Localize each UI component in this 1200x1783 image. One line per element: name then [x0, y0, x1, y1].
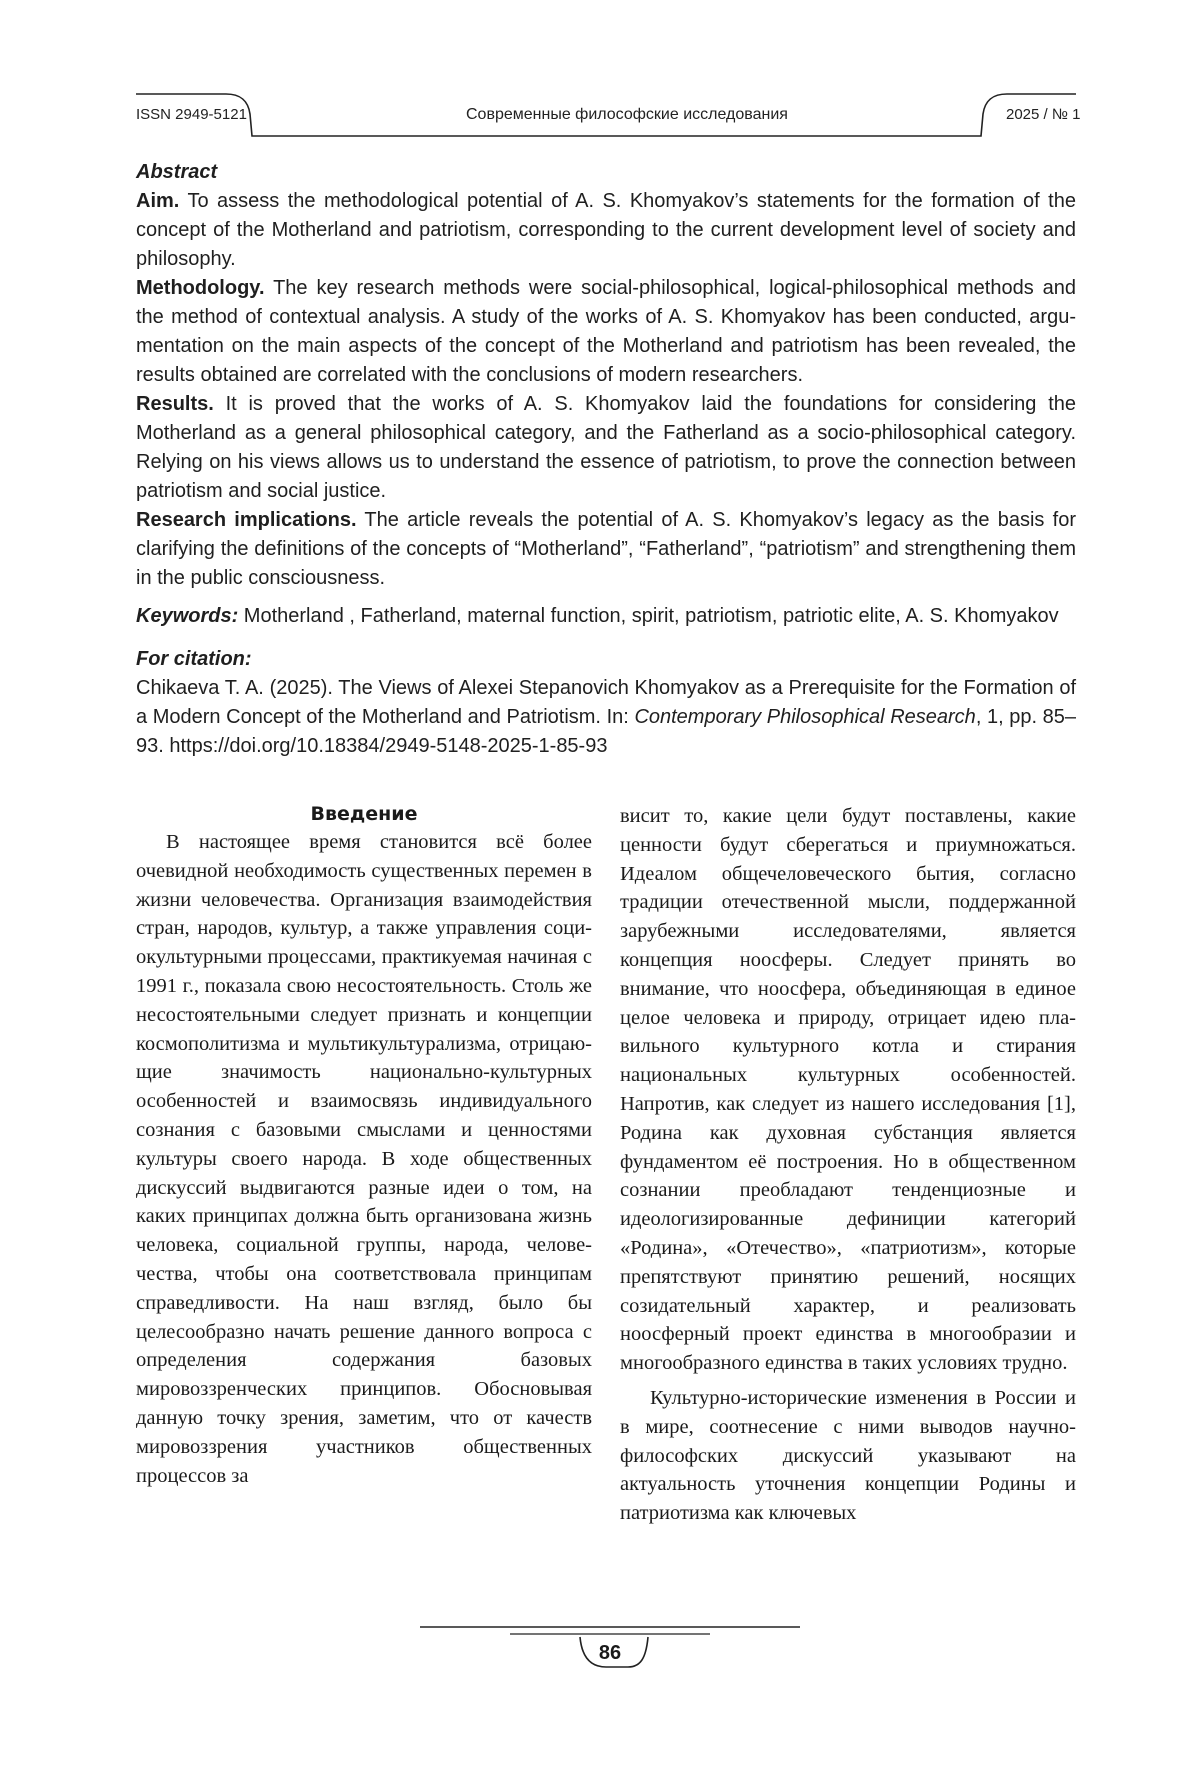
body-paragraph: В настоящее время становится всё более очевидной необходимость суще­ственных перемен в жизни человечества. Организация взаимодействия стран, на­родов, культур, а также управления соци­окультурными процессами, практикуемая начиная с 1991 г., показала свою несосто­ятельность. Столь же несостоятельными следует признать и концепции космополи­тизма и мультикультурализма, отрицаю­щие значимость национально-культурных особенностей и взаимосвязь индивиду­ального сознания с базовыми смыслами и ценностями культуры своего народа. В ходе общественных дискуссий выдвигают­ся разные идеи о том, на каких принципах должна быть организована жизнь чело­века, социальной группы, народа, челове­чества, чтобы она соответствовала прин­ципам справедливости. На наш взгляд, было бы целесообразно начать решение данного вопроса с определения содержа­ния базовых мировоззренческих принци­пов. Обосновывая данную точку зрения, заметим, что от качеств мировоззрения участников общественных процессов за­	[136, 828, 592, 1490]
body-column-right	[620, 802, 1076, 1528]
keywords-label: Keywords:	[136, 605, 238, 627]
page-number: 86	[580, 1642, 640, 1665]
journal-title: Современные философские исследования	[466, 106, 788, 124]
abstract-block	[136, 158, 1076, 761]
abstract-results	[136, 390, 1076, 506]
running-header	[136, 92, 1076, 142]
body-column-left	[136, 800, 592, 1490]
keywords-text: Motherland , Fatherland, maternal function, spirit, patriotism, patriotic elite, A. S. Khomyakov	[238, 605, 1058, 627]
results-label: Results.	[136, 393, 214, 415]
citation-label: For citation:	[136, 645, 1076, 674]
citation-text: Chikaeva T. A. (2025). The Views of Alexei Stepanovich Khomyakov as a Prerequisite for the Formation of a Modern Concept of the Motherland and Patriotism. In:	[136, 677, 1076, 728]
issue-number: 2025 / № 1	[1006, 106, 1080, 123]
journal-page	[0, 0, 1200, 1783]
results-text: It is proved that the works of A. S. Khomyakov laid the foundations for considering the Motherland as a general philosophical category, and the Fatherland as a socio-philosophical category. Relying on his views allows us to understand the essence of patriotism, to prove the connection be­tween patriotism and social justice.	[136, 393, 1076, 502]
aim-text: To assess the methodological potential of A. S. Khomyakov’s statements for the formation of the concept of the Motherland and patriotism, corresponding to the current development level of society and philosophy.	[136, 190, 1076, 270]
issn: ISSN 2949-5121	[136, 106, 247, 123]
citation	[136, 674, 1076, 761]
body-paragraph-continued: висит то, какие цели будут поставлены, какие ценности будут сберегаться и при­умножаться. Идеалом общечеловеческого бытия, согласно традиции отечественной мысли, поддержанной зарубежными ис­следователями, является концепция ноос­феры. Следует принять во внимание, что ноосфера, объединяющая в единое целое человека и природу, отрицает идею пла­вильного культурного котла и стирания национальных культурных особенностей. Напротив, как следует из нашего исследо­вания [1], Родина как духовная субстанция является фундаментом её построения. Но в общественном сознании преобладают тен­денциозные и идеологизированные дефи­ниции категорий «Родина», «Отечество», «патриотизм», которые препятствуют при­нятию решений, носящих созидательный характер, и реализовать ноосферный про­ект единства в многообразии и многооб­разного единства в таких условиях трудно.	[620, 802, 1076, 1378]
citation-journal: Contemporary Philosophical Research	[634, 706, 975, 728]
page-footer	[420, 1625, 800, 1685]
citation-tail: , 1, pp. 85–93. https://doi.org/10.18384/2949-5148-2025-1-85-93	[136, 706, 1076, 757]
abstract-implications	[136, 506, 1076, 593]
abstract-methodology	[136, 274, 1076, 390]
implications-label: Research implications.	[136, 509, 357, 531]
section-title: Введение	[136, 800, 592, 828]
implications-text: The article reveals the potential of A. S. Khomyakov’s legacy as the basis for clarifying the definitions of the concepts of “Motherland”, “Fatherland”, “patriotism” and strengthening them in the public consciousness.	[136, 509, 1076, 589]
body-paragraph: Культурно-исторические изменения в России и в мире, соотнесение с ними выво­дов научно-философских дискуссий указы­вают на актуальность уточнения концеп­ции Родины и патриотизма как ключевых	[620, 1384, 1076, 1528]
methodology-text: The key research methods were social-philosophical, logical-philosophical methods and the method of contextual analysis. A study of the works of A. S. Khomyakov has been conducted, argu­mentation on the main aspects of the concept of the Motherland and patriotism has been revealed, the results obtained are correlated with the conclusions of modern researchers.	[136, 277, 1076, 386]
aim-label: Aim.	[136, 190, 179, 212]
methodology-label: Methodology.	[136, 277, 265, 299]
abstract-keywords	[136, 602, 1076, 631]
abstract-aim	[136, 187, 1076, 274]
abstract-heading: Abstract	[136, 158, 1076, 187]
